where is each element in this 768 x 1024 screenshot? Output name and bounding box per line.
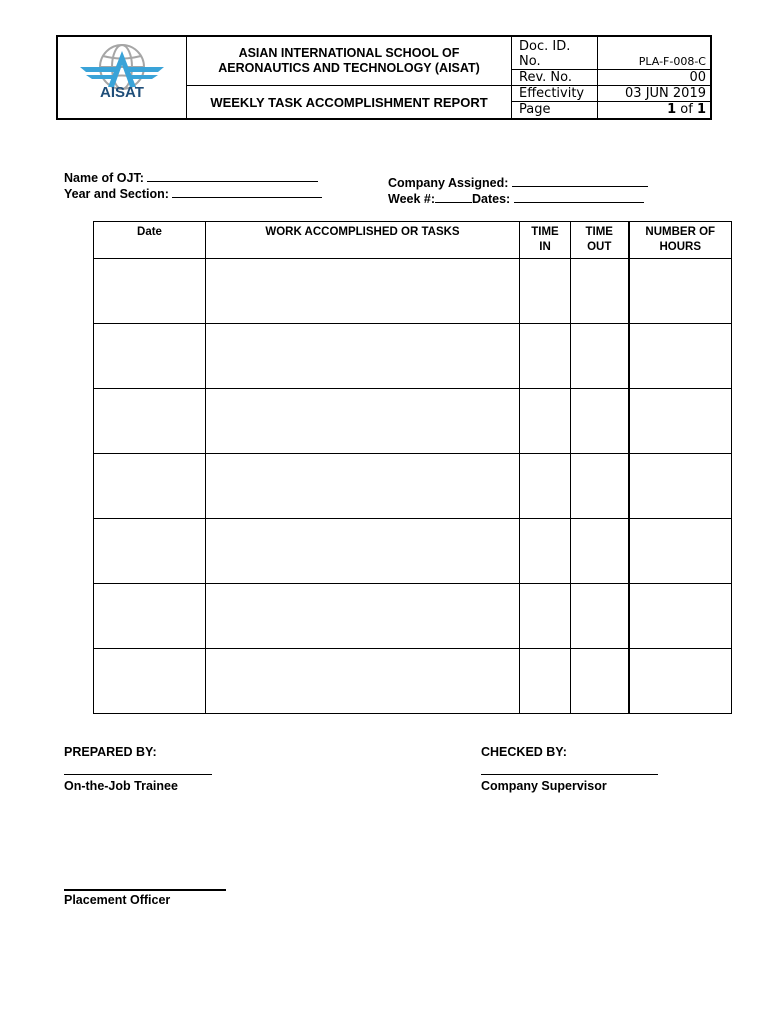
year-input-line[interactable] xyxy=(172,185,322,198)
work-cell[interactable] xyxy=(206,454,520,519)
page-current: 1 xyxy=(667,102,677,117)
table-row xyxy=(94,649,732,714)
week-label: Week #: xyxy=(388,192,436,206)
year-section-field xyxy=(64,185,322,201)
date-cell[interactable] xyxy=(94,259,206,324)
rev-row xyxy=(512,70,710,86)
rev-label: Rev. No. xyxy=(512,70,598,85)
time-in-cell[interactable] xyxy=(520,259,571,324)
work-cell[interactable] xyxy=(206,649,520,714)
school-name-line1: ASIAN INTERNATIONAL SCHOOL OF xyxy=(238,46,460,60)
date-cell[interactable] xyxy=(94,454,206,519)
page-row xyxy=(512,102,710,118)
trainee-signature-line[interactable] xyxy=(64,774,212,775)
work-cell[interactable] xyxy=(206,519,520,584)
table-row xyxy=(94,584,732,649)
time-in-header-line2: IN xyxy=(539,241,551,253)
page-value xyxy=(598,102,710,118)
table-row xyxy=(94,519,732,584)
table-row xyxy=(94,389,732,454)
name-field xyxy=(64,169,318,185)
page-total: 1 xyxy=(696,102,706,117)
doc-id-label-line2: No. xyxy=(519,54,541,69)
work-header: WORK ACCOMPLISHED OR TASKS xyxy=(206,222,520,259)
page-label: Page xyxy=(512,102,598,118)
table-row xyxy=(94,324,732,389)
aisat-logo-icon xyxy=(58,37,187,118)
prepared-by-label: PREPARED BY: xyxy=(64,745,157,759)
doc-id-value: PLA-F-008-C xyxy=(638,55,706,68)
rev-value: 00 xyxy=(689,70,706,85)
document-header xyxy=(56,35,712,120)
work-cell[interactable] xyxy=(206,584,520,649)
week-dates-field xyxy=(388,190,644,206)
time-in-cell[interactable] xyxy=(520,649,571,714)
time-in-header-line1: TIME xyxy=(531,226,559,238)
logo-cell xyxy=(58,37,187,118)
work-cell[interactable] xyxy=(206,324,520,389)
supervisor-label: Company Supervisor xyxy=(481,779,607,793)
table-body xyxy=(94,259,732,714)
date-cell[interactable] xyxy=(94,584,206,649)
table-row xyxy=(94,454,732,519)
hours-cell[interactable] xyxy=(629,324,732,389)
placement-signature-line[interactable] xyxy=(64,889,226,891)
dates-label: Dates: xyxy=(472,192,511,206)
logo-text: AISAT xyxy=(100,84,144,101)
year-label: Year and Section: xyxy=(64,187,169,201)
time-out-cell[interactable] xyxy=(571,259,629,324)
time-out-cell[interactable] xyxy=(571,324,629,389)
hours-header xyxy=(629,222,732,259)
hours-cell[interactable] xyxy=(629,389,732,454)
company-field xyxy=(388,174,648,190)
effectivity-row xyxy=(512,86,710,102)
hours-header-line2: HOURS xyxy=(659,241,702,253)
time-in-header xyxy=(520,222,571,259)
company-input-line[interactable] xyxy=(512,174,648,187)
placement-label: Placement Officer xyxy=(64,893,171,907)
time-in-cell[interactable] xyxy=(520,584,571,649)
work-cell[interactable] xyxy=(206,259,520,324)
week-input-line[interactable] xyxy=(435,190,472,203)
trainee-label: On-the-Job Trainee xyxy=(64,779,178,793)
time-in-cell[interactable] xyxy=(520,519,571,584)
time-out-header-line2: OUT xyxy=(587,241,612,253)
task-table xyxy=(93,221,732,714)
time-in-cell[interactable] xyxy=(520,389,571,454)
table-header-row xyxy=(94,222,732,259)
date-cell[interactable] xyxy=(94,519,206,584)
table-row xyxy=(94,259,732,324)
hours-cell[interactable] xyxy=(629,584,732,649)
doc-id-label-line1: Doc. ID. xyxy=(519,39,571,54)
doc-id-row xyxy=(512,37,710,70)
hours-cell[interactable] xyxy=(629,454,732,519)
school-name-line2: AERONAUTICS AND TECHNOLOGY (AISAT) xyxy=(218,61,480,75)
time-in-cell[interactable] xyxy=(520,324,571,389)
name-label: Name of OJT: xyxy=(64,171,144,185)
name-input-line[interactable] xyxy=(147,169,318,182)
time-out-cell[interactable] xyxy=(571,649,629,714)
report-title: WEEKLY TASK ACCOMPLISHMENT REPORT xyxy=(187,86,512,118)
time-out-header-line1: TIME xyxy=(585,226,613,238)
company-label: Company Assigned: xyxy=(388,176,509,190)
time-out-cell[interactable] xyxy=(571,584,629,649)
date-cell[interactable] xyxy=(94,389,206,454)
date-header: Date xyxy=(94,222,206,259)
time-in-cell[interactable] xyxy=(520,454,571,519)
time-out-cell[interactable] xyxy=(571,519,629,584)
dates-input-line[interactable] xyxy=(514,190,644,203)
page-of: of xyxy=(680,102,693,117)
date-cell[interactable] xyxy=(94,649,206,714)
supervisor-signature-line[interactable] xyxy=(481,774,658,775)
hours-cell[interactable] xyxy=(629,649,732,714)
date-cell[interactable] xyxy=(94,324,206,389)
time-out-cell[interactable] xyxy=(571,454,629,519)
school-name xyxy=(187,37,512,86)
hours-cell[interactable] xyxy=(629,519,732,584)
time-out-header xyxy=(571,222,629,259)
work-cell[interactable] xyxy=(206,389,520,454)
effectivity-label: Effectivity xyxy=(512,86,598,101)
time-out-cell[interactable] xyxy=(571,389,629,454)
doc-id-label xyxy=(512,37,598,69)
effectivity-value: 03 JUN 2019 xyxy=(625,86,706,101)
hours-cell[interactable] xyxy=(629,259,732,324)
checked-by-label: CHECKED BY: xyxy=(481,745,567,759)
hours-header-line1: NUMBER OF xyxy=(645,226,716,238)
